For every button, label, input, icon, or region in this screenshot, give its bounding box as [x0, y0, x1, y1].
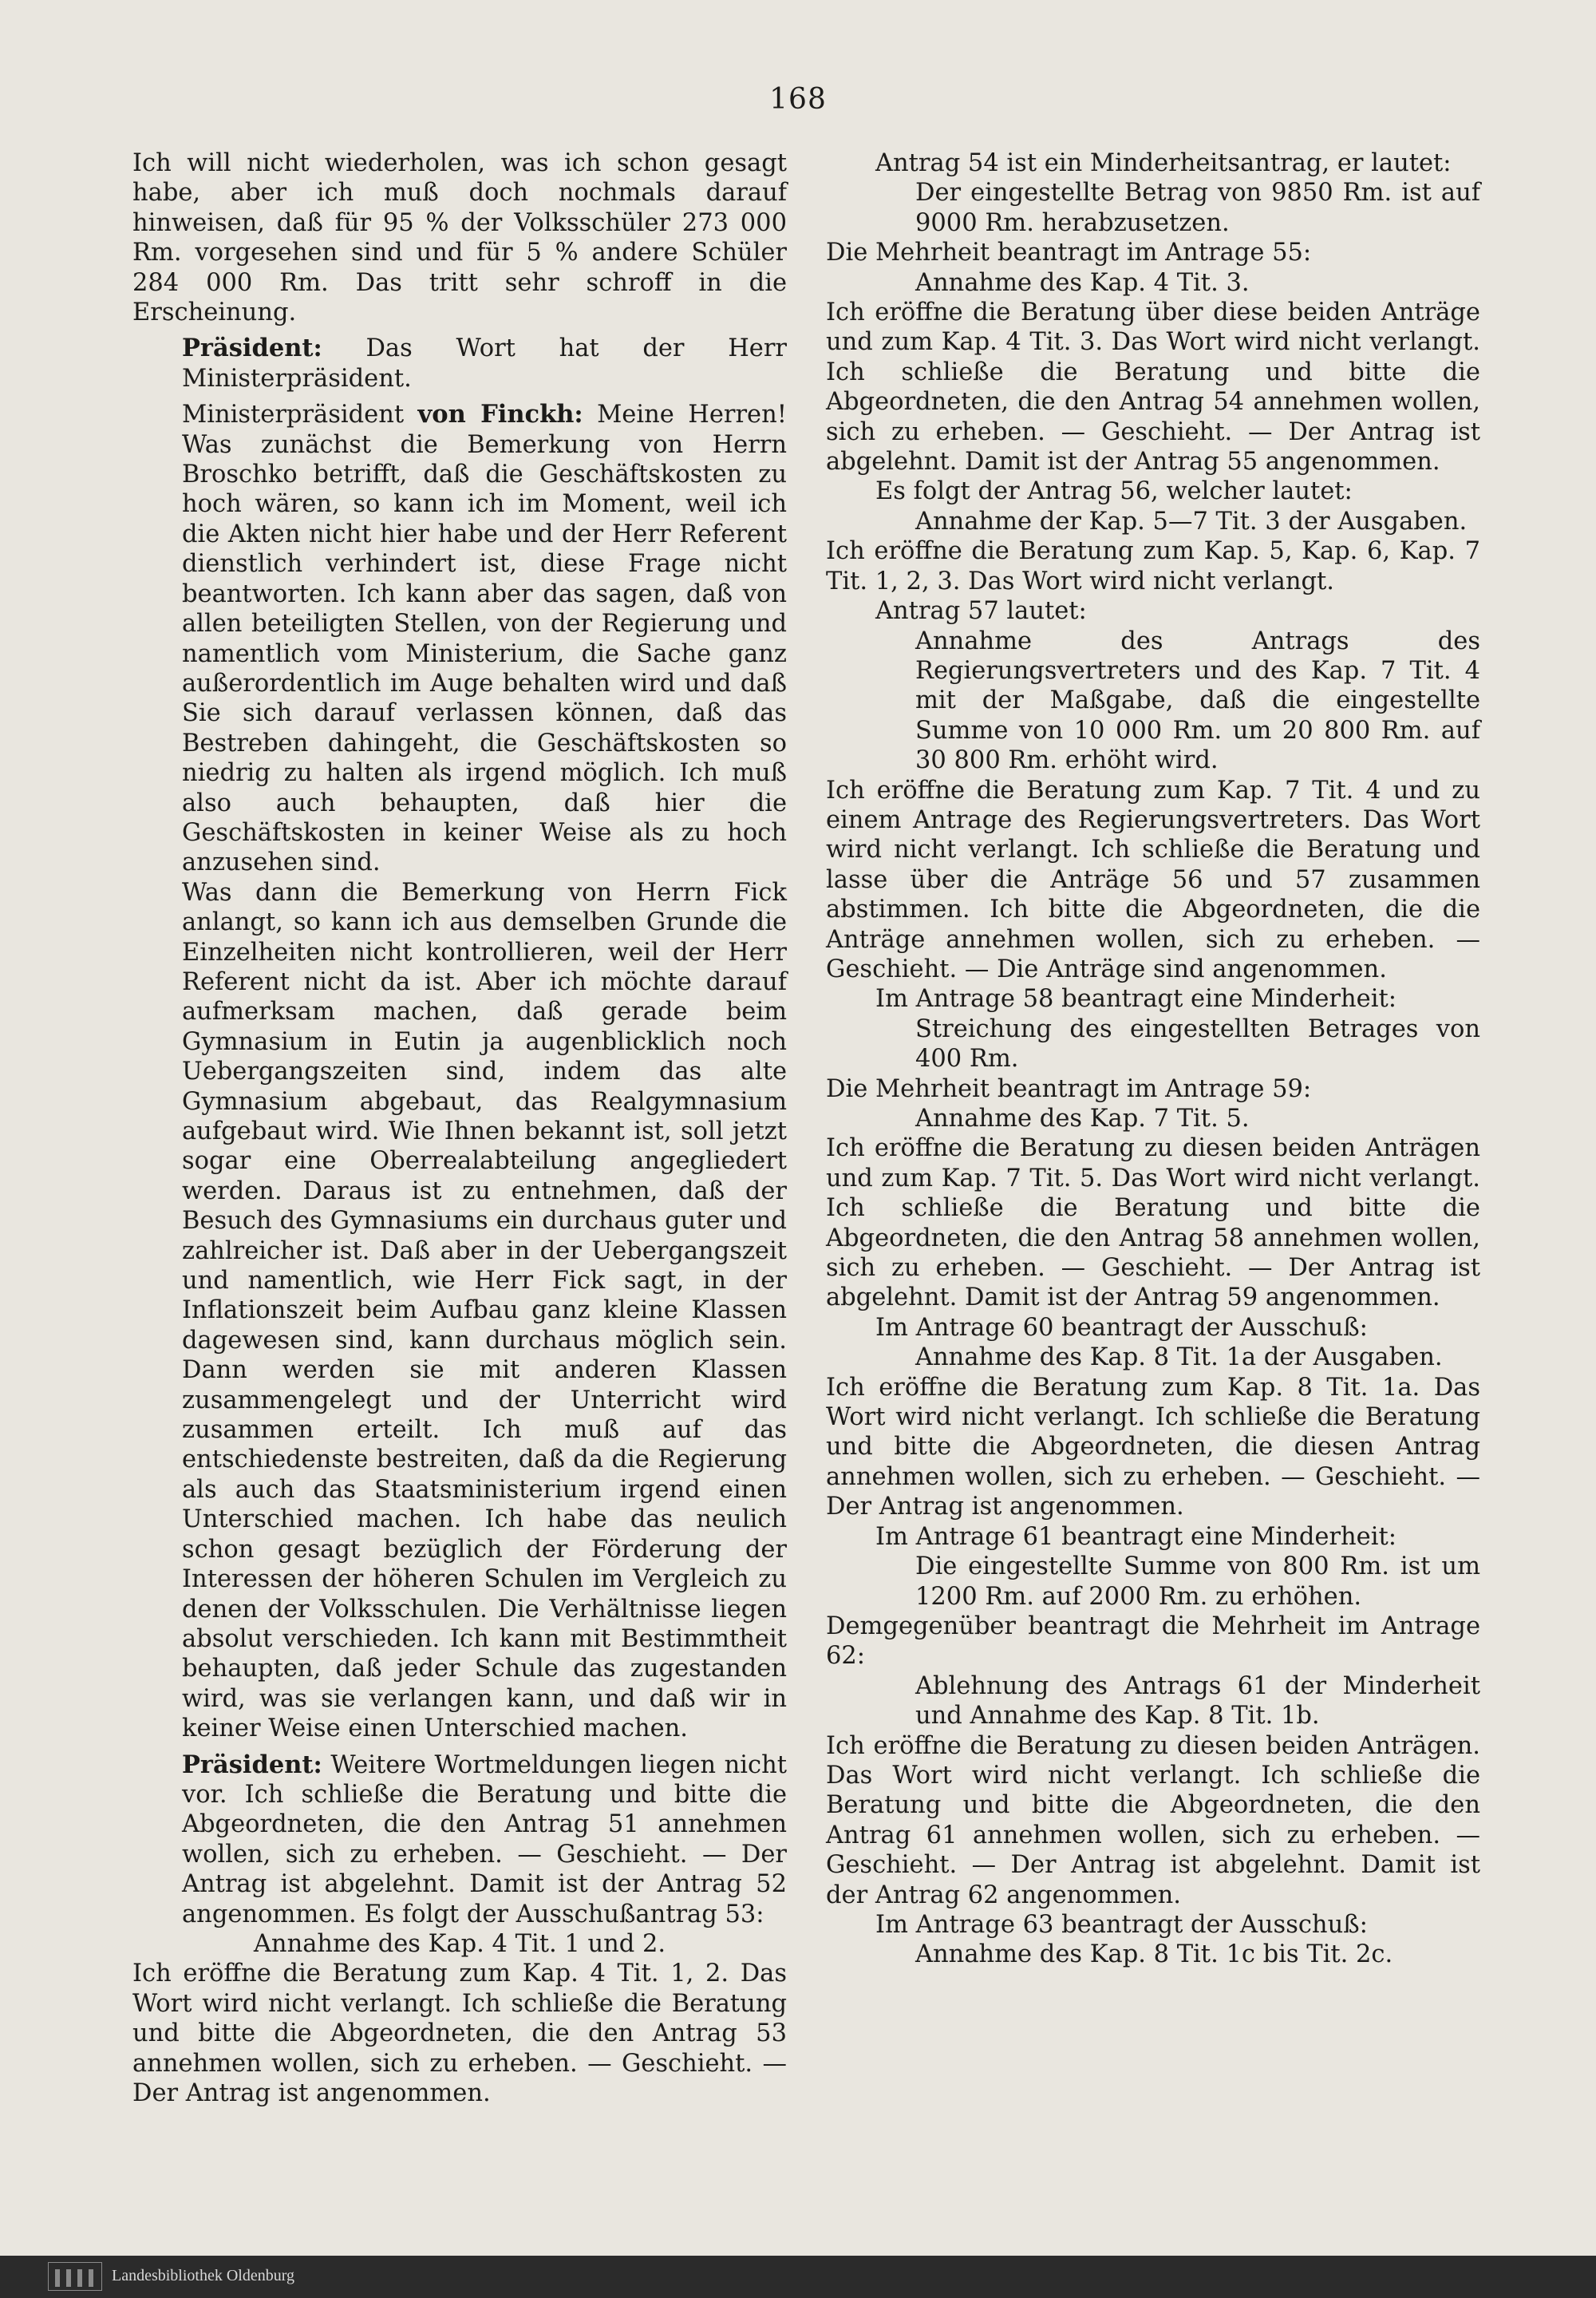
motion-text: Annahme des Kap. 7 Tit. 5. — [915, 1105, 1250, 1133]
library-name: Landesbibliothek Oldenburg — [112, 2267, 295, 2284]
right-column — [826, 148, 1480, 1970]
motion-text: Annahme des Kap. 4 Tit. 1 und 2. — [253, 1929, 666, 1958]
paragraph — [132, 148, 787, 327]
paragraph: Ich eröffne die Beratung zum Kap. 4 Tit. 1, 2. Das Wort wird nicht verlangt. Ich schließe die Beratung und bitte die Abgeordneten, die den Antrag 53 annehmen wollen, sich zu erheben. — Geschieht. — Der Antrag ist angenommen. — [132, 1960, 787, 2107]
speaker-name: von Finckh: — [417, 400, 583, 429]
motion-text: Streichung des eingestellten Betrages von 400 Rm. — [915, 1015, 1480, 1074]
paragraph-text: Weitere Wortmeldungen liegen nicht vor. Ich schließe die Beratung und bitte die Abgeordneten, die den Antrag 51 annehmen wollen, sich zu erheben. — Geschieht. — Der Antrag ist abgelehnt. Damit ist der Antrag 52 angenommen. Es folgt der Ausschußantrag 53: — [182, 1750, 787, 1928]
motion-text: Annahme des Kap. 8 Tit. 1a der Ausgaben. — [915, 1343, 1443, 1372]
motion-text: Annahme des Kap. 8 Tit. 1c bis Tit. 2c. — [915, 1940, 1393, 1969]
paragraph — [132, 1750, 787, 1929]
paragraph: Im Antrage 63 beantragt der Ausschuß: — [875, 1910, 1368, 1939]
library-footer — [0, 2256, 1596, 2298]
motion-text: Annahme des Antrags des Regierungsvertreters und des Kap. 7 Tit. 4 mit der Maßgabe, daß die eingestellte Summe von 10 000 Rm. um 20 800 Rm. auf 30 800 Rm. erhöht wird. — [915, 627, 1480, 775]
paragraph: Ich eröffne die Beratung zu diesen beiden Anträgen. Das Wort wird nicht verlangt. Ich schließe die Beratung und bitte die Abgeordneten, die den Antrag 61 annehmen wollen, sich zu erheben. — Geschieht. — Der Antrag ist abgelehnt. Damit ist der Antrag 62 angenommen. — [826, 1731, 1480, 1909]
paragraph-text: Ich will nicht wiederholen, was ich schon gesagt habe, aber ich muß doch nochmals darauf hinweisen, daß für 95 % der Volksschüler 273 000 Rm. vorgesehen sind und für 5 % andere Schüler 284 000 Rm. Das tritt sehr schroff in die Erscheinung. — [132, 149, 787, 327]
paragraph: Die Mehrheit beantragt im Antrage 59: — [826, 1074, 1312, 1103]
paragraph: Ich eröffne die Beratung zu diesen beiden Anträgen und zum Kap. 7 Tit. 5. Das Wort wird nicht verlangt. Ich schließe die Beratung und bitte die Abgeordneten, die den Antrag 58 annehmen wollen, sich zu erheben. — Geschieht. — Der Antrag ist abgelehnt. Damit ist der Antrag 59 angenommen. — [826, 1134, 1480, 1312]
speaker-name: Präsident: — [182, 334, 322, 363]
paragraph: Ich eröffne die Beratung zum Kap. 7 Tit. 4 und zu einem Antrage des Regierungsvertreters. Das Wort wird nicht verlangt. Ich schließe die Beratung und lasse über die Anträge 56 und 57 zusammen abstimmen. Ich bitte die Abgeordneten, die die Anträge annehmen wollen, sich zu erheben. — Geschieht. — Die Anträge sind angenommen. — [826, 776, 1480, 983]
paragraph: Ich eröffne die Beratung über diese beiden Anträge und zum Kap. 4 Tit. 3. Das Wort wird nicht verlangt. Ich schließe die Beratung und bitte die Abgeordneten, die den Antrag 54 annehmen wollen, sich zu erheben. — Geschieht. — Der Antrag ist abgelehnt. Damit ist der Antrag 55 angenommen. — [826, 299, 1480, 477]
library-building-icon — [48, 2262, 102, 2291]
speaker-title: Ministerpräsident — [182, 401, 405, 429]
motion-text: Die eingestellte Summe von 800 Rm. ist um 1200 Rm. auf 2000 Rm. zu erhöhen. — [915, 1552, 1480, 1611]
paragraph: Antrag 54 ist ein Minderheitsantrag, er lautet: — [875, 149, 1452, 177]
paragraph: Im Antrage 58 beantragt eine Minderheit: — [875, 985, 1396, 1014]
paragraph — [132, 334, 787, 394]
motion-text: Der eingestellte Betrag von 9850 Rm. ist auf 9000 Rm. herabzusetzen. — [915, 179, 1480, 237]
page-number: 168 — [769, 83, 827, 116]
paragraph-text: Das Wort hat der Herr Ministerpräsident. — [182, 334, 787, 393]
paragraph — [132, 400, 787, 878]
paragraph: Es folgt der Antrag 56, welcher lautet: — [875, 477, 1353, 506]
motion-text: Ablehnung des Antrags 61 der Minderheit und Annahme des Kap. 8 Tit. 1b. — [915, 1671, 1480, 1730]
paragraph: Im Antrage 60 beantragt der Ausschuß: — [875, 1313, 1368, 1342]
paragraph: Im Antrage 61 beantragt eine Minderheit: — [875, 1522, 1396, 1551]
paragraph: Ich eröffne die Beratung zum Kap. 8 Tit. 1a. Das Wort wird nicht verlangt. Ich schließe die Beratung und bitte die Abgeordneten, die diesen Antrag annehmen wollen, sich zu erheben. — Geschieht. — Der Antrag ist angenommen. — [826, 1373, 1480, 1521]
paragraph-text: Meine Herren! Was zunächst die Bemerkung von Herrn Broschko betrifft, daß die Geschäftskosten zu hoch wären, so kann ich im Moment, weil ich die Akten nicht hier habe und der Herr Referent dienstlich verhindert ist, diese Frage nicht beantworten. Ich kann aber das sagen, daß von allen beteiligten Stellen, von der Regierung und namentlich vom Ministerium, die Sache ganz außerordentlich im Auge behalten wird und daß Sie sich darauf verlassen können, daß das Bestreben dahingeht, die Geschäftskosten so niedrig zu halten als irgend möglich. Ich muß also auch behaupten, daß hier die Geschäftskosten in keiner Weise als zu hoch anzusehen sind. — [182, 401, 787, 877]
paragraph-text: Was dann die Bemerkung von Herrn Fick anlangt, so kann ich aus demselben Grunde die Einzelheiten nicht kontrollieren, weil der Herr Referent nicht da ist. Aber ich möchte darauf aufmerksam machen, daß gerade beim Gymnasium in Eutin ja augenblicklich noch Uebergangszeiten sind, indem das alte Gymnasium abgebaut, das Realgymnasium aufgebaut wird. Wie Ihnen bekannt ist, soll jetzt sogar eine Oberrealabteilung angegliedert werden. Daraus ist zu entnehmen, daß der Besuch des Gymnasiums ein durchaus guter und zahlreicher ist. Daß aber in der Uebergangszeit und namentlich, wie Herr Fick sagt, in der Inflationszeit beim Aufbau ganz kleine Klassen dagewesen sind, kann durchaus möglich sein. Dann werden sie mit anderen Klassen zusammengelegt und der Unterricht wird zusammen erteilt. Ich muß auf das entschiedenste bestreiten, daß da die Regierung als auch das Staatsministerium irgend einen Unterschied machen. Ich habe das neulich schon gesagt bezüglich der Förderung der Interessen der höheren Schulen im Vergleich zu denen der Volksschulen. Die Verhältnisse liegen absolut verschieden. Ich kann mit Bestimmtheit behaupten, daß jeder Schule das zugestanden wird, was sie verlangen kann, und daß wir in keiner Weise einen Unterschied machen. — [182, 878, 787, 1743]
paragraph: Ich eröffne die Beratung zum Kap. 5, Kap. 6, Kap. 7 Tit. 1, 2, 3. Das Wort wird nicht verlangt. — [826, 537, 1480, 595]
paragraph: Demgegenüber beantragt die Mehrheit im Antrage 62: — [826, 1612, 1480, 1671]
motion-text: Annahme der Kap. 5—7 Tit. 3 der Ausgaben. — [915, 507, 1468, 536]
paragraph — [132, 878, 787, 1744]
speaker-name: Präsident: — [182, 1750, 322, 1779]
motion-text: Annahme des Kap. 4 Tit. 3. — [915, 268, 1250, 297]
left-column — [132, 148, 787, 2108]
paragraph: Antrag 57 lautet: — [875, 597, 1087, 626]
paragraph: Die Mehrheit beantragt im Antrage 55: — [826, 239, 1312, 267]
